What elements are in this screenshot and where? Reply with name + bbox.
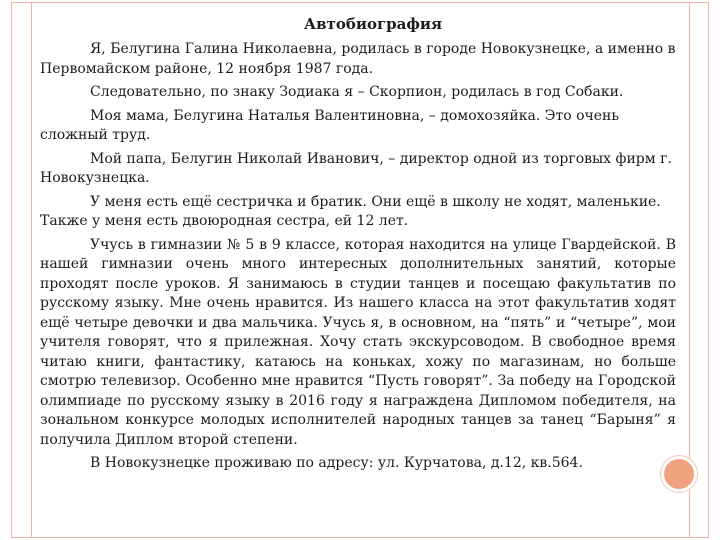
right-border-line bbox=[689, 2, 690, 538]
left-border-line bbox=[31, 2, 32, 538]
paragraph-address: В Новокузнецке проживаю по адресу: ул. Курчатова, д.12, кв.564. bbox=[90, 455, 583, 471]
paragraph-mother: Моя мама, Белугина Наталья Валентиновна, – домохозяйка. Это очень сложный труд. bbox=[40, 107, 619, 143]
paragraph-birth: Я, Белугина Галина Николаевна, родилась в городе Новокузнецке, а именно в Первомайском районе, 12 ноября 1987 года. bbox=[40, 41, 676, 77]
decorative-circle-icon bbox=[661, 456, 697, 492]
paragraph-zodiac: Следовательно, по знаку Зодиака я – Скорпион, родилась в год Собаки. bbox=[90, 84, 624, 100]
document-title: Автобиография bbox=[303, 15, 443, 33]
document-body bbox=[40, 13, 676, 478]
paragraph-father: Мой папа, Белугин Николай Иванович, – директор одной из торговых фирм г. Новокузнецка. bbox=[40, 150, 672, 186]
paragraph-siblings: У меня есть ещё сестричка и братик. Они ещё в школу не ходят, маленькие. Также у меня есть двоюродная сестра, ей 12 лет. bbox=[40, 193, 661, 229]
paragraph-school: Учусь в гимназии № 5 в 9 классе, которая находится на улице Гвардейской. В нашей гимназии очень много интересных дополнительных занятий, которые проходят после уроков. Я занимаюсь в студии танцев и посещаю факультатив по русскому языку. Мне очень нравится. Из нашего класса на этот факультатив ходят ещё четыре девочки и два мальчика. Учусь я, в основном, на “пять” и “четыре”, мои учителя говорят, что я прилежная. Хочу стать экскурсоводом. В свободное время читаю книги, фантастику, катаюсь на коньках, хожу по магазинам, но больше смотрю телевизор. Особенно мне нравится “Пусть говорят”. За победу на Городской олимпиаде по русскому языку в 2016 году я награждена Дипломом победителя, на зональном конкурсе молодых исполнителей народных танцев за танец “Барыня” я получила Диплом второй степени. bbox=[40, 236, 676, 448]
